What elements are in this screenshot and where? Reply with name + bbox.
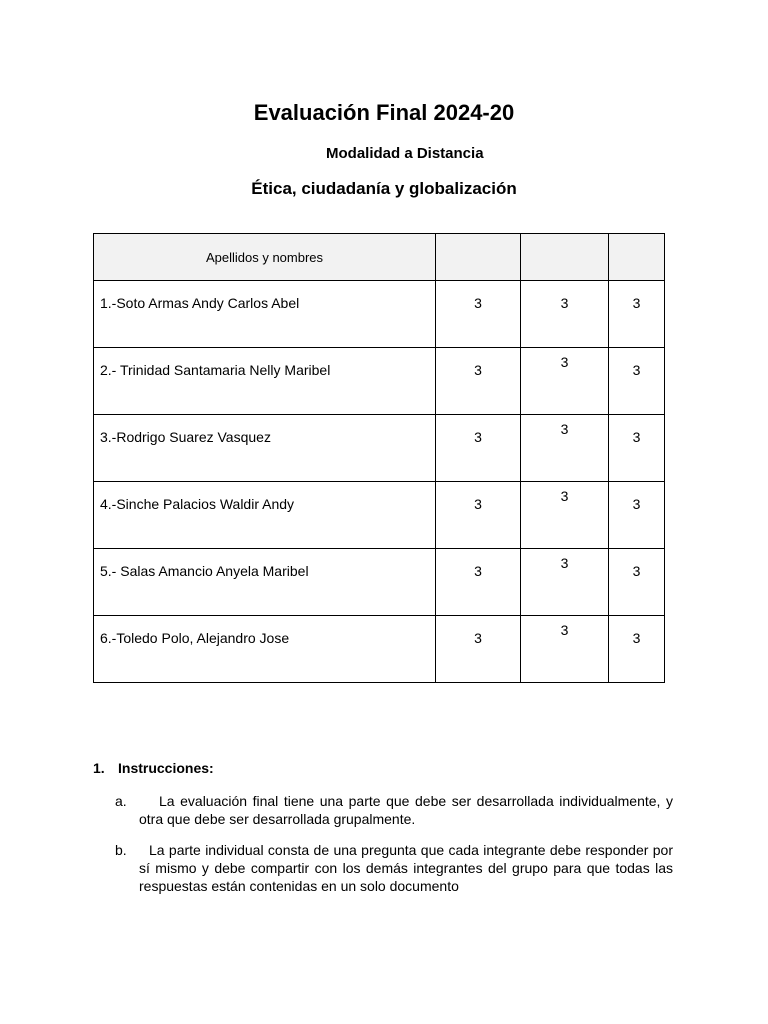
student-name: 3.-Rodrigo Suarez Vasquez [94, 415, 436, 482]
instructions-title: Instrucciones: [118, 760, 214, 776]
grade-3: 3 [609, 482, 665, 549]
document-title: Evaluación Final 2024-20 [253, 100, 515, 125]
table-row [94, 549, 665, 616]
list-item [115, 792, 673, 828]
grade-2: 3 [521, 482, 609, 549]
student-name: 6.-Toledo Polo, Alejandro Jose [94, 616, 436, 683]
grade-3: 3 [609, 549, 665, 616]
list-item-text: La parte individual consta de una pregunta que cada integrante debe responder por sí mismo y debe compartir con los demás integrantes del grupo para que todas las respuestas están contenidas en un solo documento [139, 842, 673, 894]
grade-3: 3 [609, 415, 665, 482]
table-row [94, 348, 665, 415]
header-col3 [609, 234, 665, 281]
instructions-number: 1. [93, 760, 105, 776]
grade-3: 3 [609, 281, 665, 348]
table-row [94, 281, 665, 348]
table-row [94, 616, 665, 683]
student-name: 4.-Sinche Palacios Waldir Andy [94, 482, 436, 549]
list-item [115, 841, 673, 895]
header-col2 [521, 234, 609, 281]
list-marker: a. [115, 793, 127, 809]
table-header-row [94, 234, 665, 281]
grades-table [93, 233, 665, 683]
list-marker: b. [115, 842, 127, 858]
grade-1: 3 [436, 348, 521, 415]
grade-2: 3 [521, 281, 609, 348]
grade-1: 3 [436, 281, 521, 348]
grade-3: 3 [609, 348, 665, 415]
grade-2: 3 [521, 616, 609, 683]
grade-2: 3 [521, 415, 609, 482]
table-row [94, 482, 665, 549]
header-col1 [436, 234, 521, 281]
grade-3: 3 [609, 616, 665, 683]
grade-1: 3 [436, 482, 521, 549]
student-name: 2.- Trinidad Santamaria Nelly Maribel [94, 348, 436, 415]
instructions-heading [93, 760, 214, 776]
student-name: 1.-Soto Armas Andy Carlos Abel [94, 281, 436, 348]
grade-1: 3 [436, 415, 521, 482]
document-subtitle: Modalidad a Distancia [326, 145, 484, 162]
grade-2: 3 [521, 549, 609, 616]
grade-2: 3 [521, 348, 609, 415]
grade-1: 3 [436, 616, 521, 683]
list-item-text: La evaluación final tiene una parte que debe ser desarrollada individualmente, y otra que debe ser desarrollada grupalmente. [139, 793, 673, 827]
course-name: Ética, ciudadanía y globalización [251, 179, 517, 198]
grade-1: 3 [436, 549, 521, 616]
header-name: Apellidos y nombres [94, 234, 436, 281]
table-row [94, 415, 665, 482]
student-name: 5.- Salas Amancio Anyela Maribel [94, 549, 436, 616]
